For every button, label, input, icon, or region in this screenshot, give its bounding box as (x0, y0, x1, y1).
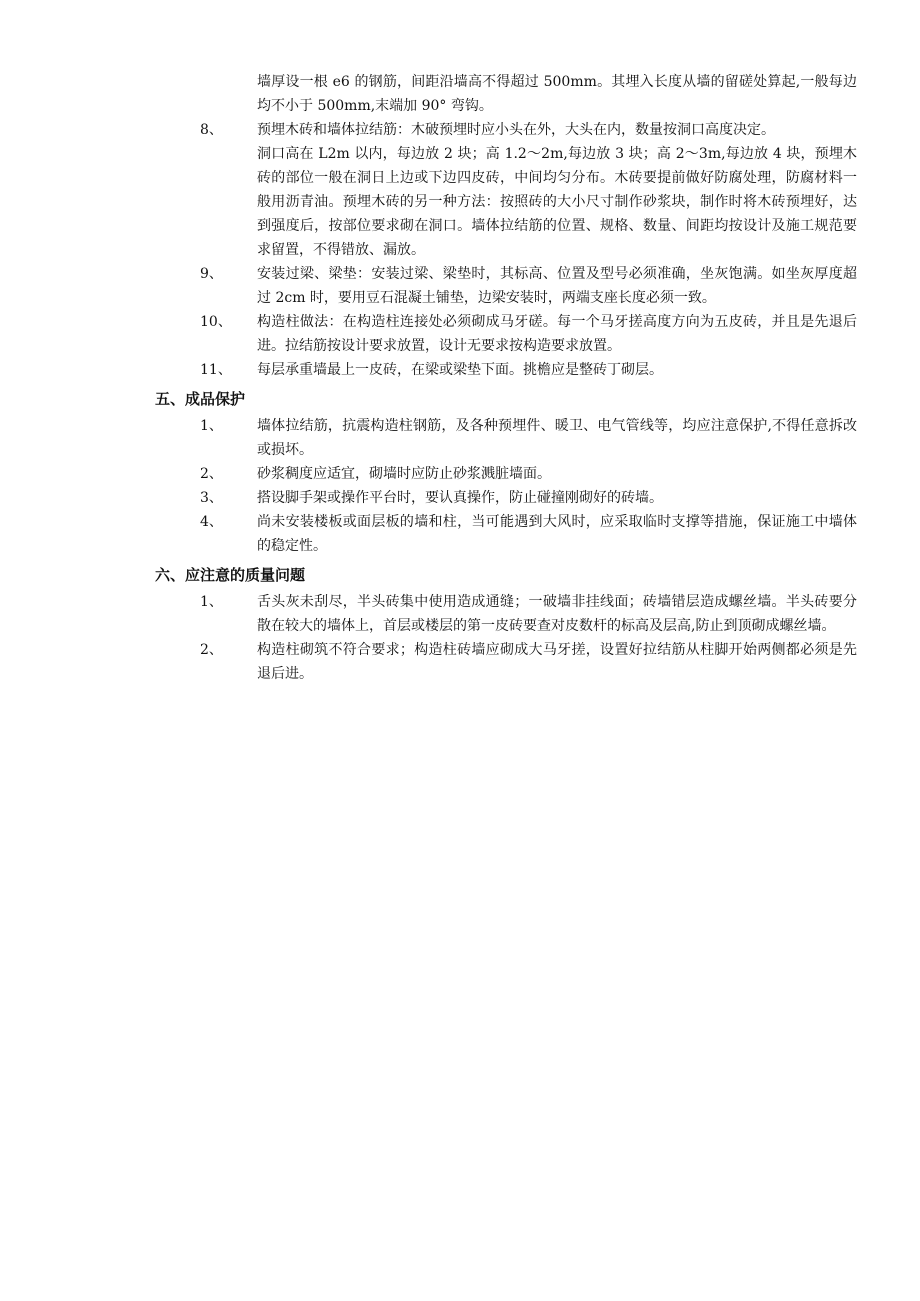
list-item (200, 486, 857, 510)
item-text: 砂浆稠度应适宜，砌墙时应防止砂浆溅脏墙面。 (257, 466, 551, 482)
document-body (0, 70, 920, 686)
item-number: 10、 (200, 314, 232, 330)
item-number: 3、 (200, 490, 223, 506)
item-text: 每层承重墙最上一皮砖，在梁或梁垫下面。挑檐应是整砖丁砌层。 (257, 362, 663, 378)
list-item (200, 510, 857, 558)
item-number: 2、 (200, 466, 223, 482)
section-heading-product-protection: 五、成品保护 (155, 390, 246, 408)
item-text: 预埋木砖和墙体拉结筋：木破预埋时应小头在外，大头在内，数量按洞口高度决定。 (257, 122, 775, 138)
item-text: 舌头灰未刮尽，半头砖集中使用造成通缝；一破墙非挂线面；砖墙错层造成螺丝墙。半头砖要分散在较大的墙体上，首层或楼层的第一皮砖要查对皮数杆的标高及层高,防止到顶砌成螺丝墙。 (257, 594, 857, 634)
list-item (200, 590, 857, 638)
item-text: 搭设脚手架或操作平台时，要认真操作，防止碰撞刚砌好的砖墙。 (257, 490, 663, 506)
item-subtext: 洞口高在 L2m 以内，每边放 2 块；高 1.2～2m,每边放 3 块；高 2～3m,每边放 4 块，预埋木砖的部位一般在洞日上边或下边四皮砖，中间均匀分布。木砖要提前做好防腐处理，防腐材料一般用沥青油。预埋木砖的另一种方法：按照砖的大小尺寸制作砂浆块，制作时将木砖预埋好，达到强度后，按部位要求砌在洞口。墙体拉结筋的位置、规格、数量、间距均按设计及施工规范要求留置，不得错放、漏放。 (257, 146, 857, 258)
item-number: 11、 (200, 362, 232, 378)
list-item (200, 638, 857, 686)
item-text: 构造柱做法：在构造柱连接处必须砌成马牙磋。每一个马牙搓高度方向为五皮砖，并且是先退后进。拉结筋按设计要求放置，设计无要求按构造要求放置。 (257, 314, 857, 354)
item-number: 9、 (200, 266, 223, 282)
list-item (200, 462, 857, 486)
list-item (200, 262, 857, 310)
list-item (200, 358, 857, 382)
item-text: 尚未安装楼板或面层板的墙和柱，当可能遇到大风时，应采取临时支撑等措施，保证施工中墙体的稳定性。 (257, 514, 857, 554)
item-number: 1、 (200, 418, 223, 434)
list-item (200, 414, 857, 462)
item-text: 安装过梁、梁垫：安装过梁、梁垫时，其标高、位置及型号必须准确，坐灰饱满。如坐灰厚度超过 2cm 时，要用豆石混凝土铺垫，边梁安装时，两端支座长度必须一致。 (257, 266, 857, 306)
item-number: 2、 (200, 642, 223, 658)
list-item (200, 118, 857, 262)
item-number: 8、 (200, 122, 223, 138)
item-text: 构造柱砌筑不符合要求；构造柱砖墙应砌成大马牙搓，设置好拉结筋从柱脚开始两侧都必须是先退后进。 (257, 642, 857, 682)
continuation-paragraph: 墙厚设一根 e6 的钢筋，间距沿墙高不得超过 500mm。其埋入长度从墙的留磋处算起,一般每边均不小于 500mm,末端加 90° 弯钩。 (257, 74, 857, 114)
item-number: 1、 (200, 594, 223, 610)
section-heading-quality-issues: 六、应注意的质量问题 (155, 566, 306, 584)
item-text: 墙体拉结筋，抗震构造柱钢筋，及各种预埋件、暖卫、电气管线等，均应注意保护,不得任意拆改或损坏。 (257, 418, 857, 458)
list-item (200, 310, 857, 358)
item-number: 4、 (200, 514, 223, 530)
